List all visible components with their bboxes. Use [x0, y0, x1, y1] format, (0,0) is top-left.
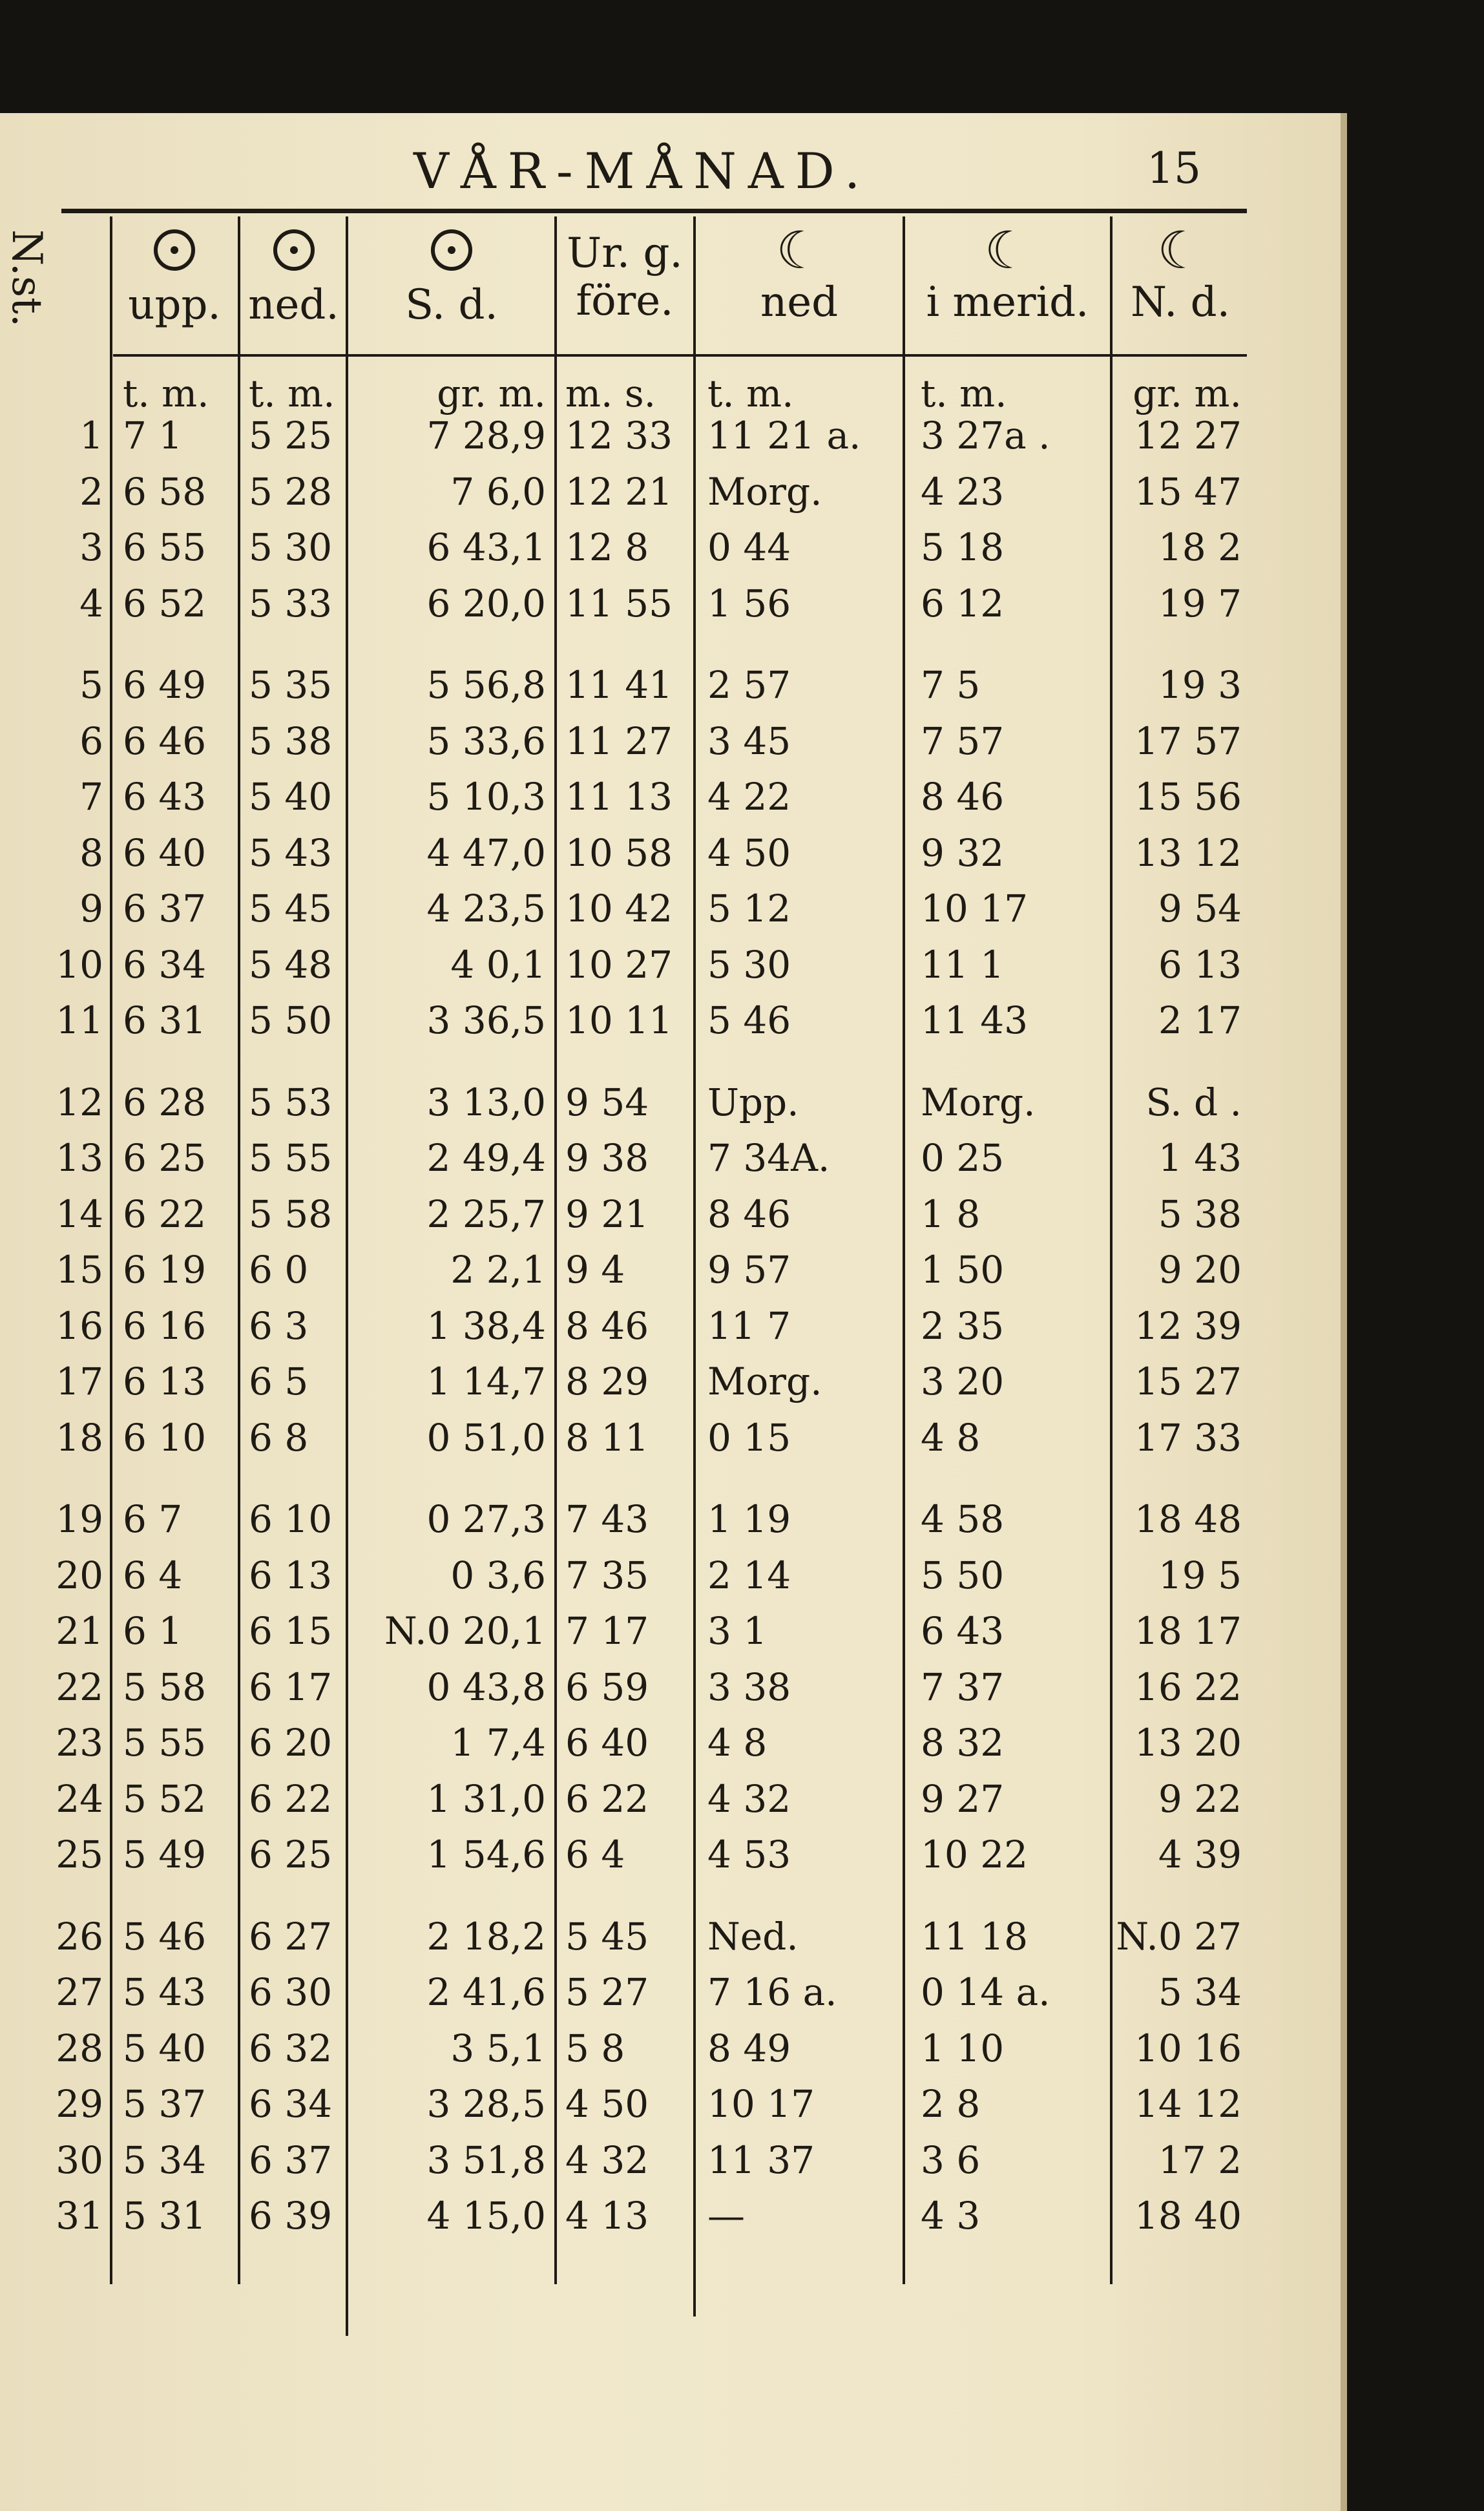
table-cell: 3 13,0 [426, 1080, 546, 1124]
page-title: VÅR-MÅNAD. [413, 142, 872, 200]
column-divider [903, 216, 905, 2284]
moon-icon: ☾ [1157, 220, 1204, 280]
day-number: 23 [56, 1721, 103, 1765]
sun-icon [154, 229, 195, 271]
table-cell: 5 12 [707, 887, 791, 930]
table-cell: 14 12 [1134, 2082, 1242, 2126]
day-number: 17 [56, 1360, 103, 1403]
table-cell: 16 22 [1134, 1665, 1242, 1709]
table-cell: 12 8 [565, 525, 649, 569]
table-cell: 6 13 [1158, 942, 1242, 987]
day-number: 25 [56, 1833, 103, 1876]
table-cell: 3 5,1 [450, 2026, 546, 2070]
table-cell: 1 43 [1158, 1136, 1242, 1180]
unit-label: m. s. [565, 372, 656, 415]
table-cell: Morg. [921, 1080, 1036, 1124]
table-cell: 7 17 [565, 1609, 649, 1653]
table-cell: 1 10 [921, 2026, 1005, 2070]
table-cell: 5 46 [123, 1914, 207, 1959]
table-cell: 0 51,0 [426, 1415, 546, 1460]
table-cell: 3 51,8 [426, 2138, 546, 2182]
table-cell: 10 17 [921, 887, 1029, 930]
table-cell: 6 31 [123, 998, 207, 1042]
table-cell: 5 53 [249, 1080, 333, 1124]
table-cell: 5 27 [565, 1970, 649, 2014]
table-cell: 5 46 [707, 998, 791, 1042]
table-cell: 6 43,1 [426, 525, 546, 569]
table-cell: 12 27 [1134, 414, 1242, 457]
table-cell: 4 50 [565, 2082, 649, 2126]
table-cell: 6 15 [249, 1609, 333, 1653]
day-number: 5 [79, 663, 103, 707]
table-cell: 5 58 [249, 1192, 333, 1236]
table-cell: 6 4 [565, 1833, 625, 1876]
table-cell: 1 14,7 [426, 1360, 546, 1403]
table-cell: 3 27a . [921, 414, 1050, 457]
table-cell: 4 15,0 [426, 2194, 546, 2238]
day-number: 7 [79, 775, 103, 819]
table-cell: 6 22 [565, 1776, 649, 1821]
table-cell: 9 22 [1158, 1776, 1242, 1821]
table-cell: 5 37 [123, 2082, 207, 2126]
table-cell: 4 47,0 [426, 830, 546, 875]
table-cell: 4 8 [707, 1721, 768, 1765]
table-cell: 2 57 [707, 663, 791, 707]
table-cell: 5 50 [921, 1553, 1005, 1597]
day-number: 30 [56, 2138, 103, 2182]
table-cell: 6 16 [123, 1303, 207, 1348]
table-cell: 1 50 [921, 1248, 1005, 1292]
table-cell: 6 34 [123, 942, 207, 987]
table-cell: 17 2 [1158, 2138, 1242, 2182]
day-number: 6 [79, 719, 103, 763]
table-cell: 5 30 [249, 525, 333, 569]
sun-declination-header: S. d. [349, 229, 554, 329]
table-cell: 3 36,5 [426, 998, 546, 1042]
table-cell: 5 25 [249, 414, 333, 457]
table-cell: 0 44 [707, 525, 791, 569]
table-cell: 18 48 [1134, 1497, 1242, 1541]
table-cell: 4 8 [921, 1415, 981, 1460]
table-cell: 5 35 [249, 663, 333, 707]
table-cell: 3 6 [921, 2138, 981, 2182]
table-cell: 6 32 [249, 2026, 333, 2070]
day-number: 11 [56, 998, 103, 1042]
table-cell: 5 52 [123, 1776, 207, 1821]
table-cell: 1 19 [707, 1497, 791, 1541]
column-divider [554, 216, 557, 2284]
table-cell: 19 5 [1158, 1553, 1242, 1597]
table-cell: N.0 27 [1116, 1914, 1242, 1959]
day-number: 2 [79, 469, 103, 514]
table-cell: 3 20 [921, 1360, 1005, 1403]
table-cell: 6 59 [565, 1665, 649, 1709]
moon-icon: ☾ [984, 220, 1031, 280]
table-cell: 5 28 [249, 469, 333, 514]
table-cell: N.0 20,1 [384, 1609, 546, 1653]
table-cell: 6 37 [123, 887, 207, 930]
table-cell: 5 48 [249, 942, 333, 987]
table-cell: 12 21 [565, 469, 673, 514]
table-cell: 2 2,1 [450, 1248, 546, 1292]
table-cell: 4 53 [707, 1833, 791, 1876]
table-cell: 1 31,0 [426, 1776, 546, 1821]
table-cell: 6 17 [249, 1665, 333, 1709]
table-cell: 6 25 [249, 1833, 333, 1876]
table-cell: 9 38 [565, 1136, 649, 1180]
table-cell: 5 43 [249, 830, 333, 875]
table-cell: 5 30 [707, 942, 791, 987]
moon-declination-header: ☾ N. d. [1131, 220, 1230, 326]
day-number: 18 [56, 1415, 103, 1460]
table-cell: 6 20,0 [426, 581, 546, 625]
table-cell: 1 7,4 [450, 1721, 546, 1765]
table-cell: 2 17 [1158, 998, 1242, 1042]
table-cell: 3 28,5 [426, 2082, 546, 2126]
page-edge [1341, 113, 1347, 2511]
table-cell: 19 7 [1158, 581, 1242, 625]
table-cell: 11 43 [921, 998, 1029, 1042]
table-cell: 6 49 [123, 663, 207, 707]
table-cell: 5 45 [249, 887, 333, 930]
table-cell: — [707, 2194, 745, 2238]
day-number: 4 [79, 581, 103, 625]
table-cell: 6 10 [249, 1497, 333, 1541]
column-divider [693, 216, 696, 2317]
table-cell: 8 11 [565, 1415, 649, 1460]
table-cell: 9 20 [1158, 1248, 1242, 1292]
table-cell: 3 45 [707, 719, 791, 763]
table-cell: 6 34 [249, 2082, 333, 2126]
table-cell: 11 18 [921, 1914, 1029, 1959]
table-cell: 9 54 [565, 1080, 649, 1124]
day-number: 22 [56, 1665, 103, 1709]
table-cell: 4 50 [707, 830, 791, 875]
table-cell: 2 35 [921, 1303, 1005, 1348]
table-cell: 6 22 [249, 1776, 333, 1821]
table-cell: 9 54 [1158, 887, 1242, 930]
table-cell: 5 34 [123, 2138, 207, 2182]
table-cell: 5 40 [123, 2026, 207, 2070]
table-cell: 10 17 [707, 2082, 815, 2126]
table-cell: 6 30 [249, 1970, 333, 2014]
table-cell: 8 32 [921, 1721, 1005, 1765]
table-cell: 4 22 [707, 775, 791, 819]
table-cell: 5 38 [1158, 1192, 1242, 1236]
table-cell: 7 57 [921, 719, 1005, 763]
unit-label: gr. m. [1133, 372, 1242, 415]
table-cell: 18 17 [1134, 1609, 1242, 1653]
table-cell: 0 15 [707, 1415, 791, 1460]
table-cell: 4 58 [921, 1497, 1005, 1541]
table-cell: 6 52 [123, 581, 207, 625]
table-cell: 6 13 [123, 1360, 207, 1403]
table-cell: 6 1 [123, 1609, 183, 1653]
table-cell: 18 40 [1134, 2194, 1242, 2238]
table-cell: 11 13 [565, 775, 673, 819]
sun-rise-header: upp. [113, 229, 236, 329]
table-cell: 5 43 [123, 1970, 207, 2014]
table-cell: 6 37 [249, 2138, 333, 2182]
table-cell: 3 38 [707, 1665, 791, 1709]
table-cell: 8 46 [707, 1192, 791, 1236]
day-number: 16 [56, 1303, 103, 1348]
table-cell: 0 3,6 [450, 1553, 546, 1597]
table-cell: 4 23 [921, 469, 1005, 514]
table-cell: 6 55 [123, 525, 207, 569]
table-cell: 6 19 [123, 1248, 207, 1292]
day-number: 27 [56, 1970, 103, 2014]
day-number: 1 [79, 414, 103, 457]
day-number: 29 [56, 2082, 103, 2126]
table-cell: 7 16 a. [707, 1970, 837, 2014]
table-cell: 6 22 [123, 1192, 207, 1236]
table-cell: 0 25 [921, 1136, 1005, 1180]
table-cell: 19 3 [1158, 663, 1242, 707]
table-cell: 6 3 [249, 1303, 309, 1348]
table-cell: 4 32 [707, 1776, 791, 1821]
table-cell: 6 4 [123, 1553, 183, 1597]
table-cell: 10 27 [565, 942, 673, 987]
table-cell: 5 55 [249, 1136, 333, 1180]
table-cell: 4 32 [565, 2138, 649, 2182]
table-cell: 7 6,0 [450, 469, 546, 514]
table-cell: 5 49 [123, 1833, 207, 1876]
table-cell: 6 13 [249, 1553, 333, 1597]
table-cell: 8 29 [565, 1360, 649, 1403]
table-cell: 7 37 [921, 1665, 1005, 1709]
day-number: 3 [79, 525, 103, 569]
moon-meridian-header: ☾ i merid. [926, 220, 1089, 326]
day-number: 31 [56, 2194, 103, 2238]
table-cell: 11 37 [707, 2138, 815, 2182]
table-cell: 6 12 [921, 581, 1005, 625]
day-number: 15 [56, 1248, 103, 1292]
table-cell: 6 8 [249, 1415, 309, 1460]
table-cell: 11 1 [921, 942, 1005, 987]
table-cell: 13 20 [1134, 1721, 1242, 1765]
table-cell: 7 43 [565, 1497, 649, 1541]
table-cell: 5 40 [249, 775, 333, 819]
table-cell: 4 39 [1158, 1833, 1242, 1876]
table-cell: S. d . [1145, 1080, 1242, 1124]
table-cell: 6 40 [565, 1721, 649, 1765]
table-cell: Morg. [707, 1360, 822, 1403]
day-number: 20 [56, 1553, 103, 1597]
table-cell: 11 55 [565, 581, 673, 625]
table-cell: 6 27 [249, 1914, 333, 1959]
table-cell: 17 57 [1134, 719, 1242, 763]
day-column-header: N.st. [3, 229, 50, 328]
table-cell: 10 58 [565, 830, 673, 875]
table-cell: 5 33,6 [426, 719, 546, 763]
table-cell: 12 33 [565, 414, 673, 457]
table-cell: 6 58 [123, 469, 207, 514]
table-cell: 7 28,9 [426, 414, 546, 457]
table-cell: 2 14 [707, 1553, 791, 1597]
day-number: 8 [79, 830, 103, 875]
unit-label: t. m. [707, 372, 794, 415]
table-cell: 5 58 [123, 1665, 207, 1709]
clock-header: Ur. g. före. [567, 229, 683, 325]
day-number: 24 [56, 1776, 103, 1821]
table-cell: 6 25 [123, 1136, 207, 1180]
table-cell: 11 27 [565, 719, 673, 763]
sun-icon [431, 229, 472, 271]
unit-label: t. m. [249, 372, 335, 415]
table-cell: Ned. [707, 1914, 799, 1959]
header-rule [61, 209, 1247, 213]
table-cell: 4 0,1 [450, 942, 546, 987]
table-cell: 4 23,5 [426, 887, 546, 930]
table-cell: 9 21 [565, 1192, 649, 1236]
day-number: 12 [56, 1080, 103, 1124]
table-cell: Morg. [707, 469, 822, 514]
table-cell: 11 41 [565, 663, 673, 707]
day-number: 28 [56, 2026, 103, 2070]
table-cell: 10 42 [565, 887, 673, 930]
table-cell: 5 45 [565, 1914, 649, 1959]
table-cell: 7 35 [565, 1553, 649, 1597]
table-cell: 6 10 [123, 1415, 207, 1460]
day-number: 26 [56, 1914, 103, 1959]
day-number: 9 [79, 887, 103, 930]
table-cell: 0 14 a. [921, 1970, 1050, 2014]
day-number: 21 [56, 1609, 103, 1653]
table-cell: 4 13 [565, 2194, 649, 2238]
table-cell: 1 38,4 [426, 1303, 546, 1348]
unit-label: t. m. [123, 372, 209, 415]
sun-icon [273, 229, 315, 271]
subheader-rule [113, 354, 1247, 357]
moon-icon: ☾ [776, 220, 822, 280]
table-cell: 0 27,3 [426, 1497, 546, 1541]
table-cell: 17 33 [1134, 1415, 1242, 1460]
table-cell: 9 27 [921, 1776, 1005, 1821]
table-cell: 11 7 [707, 1303, 791, 1348]
table-cell: 1 56 [707, 581, 791, 625]
table-cell: 2 25,7 [426, 1192, 546, 1236]
table-cell: 6 40 [123, 830, 207, 875]
table-cell: 5 34 [1158, 1970, 1242, 2014]
table-cell: 6 0 [249, 1248, 309, 1292]
table-cell: 5 56,8 [426, 663, 546, 707]
table-cell: Upp. [707, 1080, 799, 1124]
table-cell: 10 22 [921, 1833, 1029, 1876]
table-cell: 11 21 a. [707, 414, 861, 457]
table-cell: 10 11 [565, 998, 673, 1042]
table-cell: 15 27 [1134, 1360, 1242, 1403]
table-cell: 6 39 [249, 2194, 333, 2238]
day-number: 13 [56, 1136, 103, 1180]
table-cell: 8 46 [921, 775, 1005, 819]
table-cell: 3 1 [707, 1609, 768, 1653]
day-number: 10 [56, 942, 103, 987]
column-divider [346, 216, 348, 2336]
table-cell: 6 46 [123, 719, 207, 763]
table-cell: 2 49,4 [426, 1136, 546, 1180]
table-cell: 8 49 [707, 2026, 791, 2070]
table-cell: 9 32 [921, 830, 1005, 875]
table-cell: 5 50 [249, 998, 333, 1042]
table-cell: 5 38 [249, 719, 333, 763]
table-cell: 12 39 [1134, 1303, 1242, 1348]
table-cell: 7 34A. [707, 1136, 830, 1180]
table-cell: 10 16 [1134, 2026, 1242, 2070]
table-cell: 5 8 [565, 2026, 625, 2070]
table-cell: 7 1 [123, 414, 183, 457]
table-cell: 15 56 [1134, 775, 1242, 819]
table-cell: 2 41,6 [426, 1970, 546, 2014]
table-cell: 18 2 [1158, 525, 1242, 569]
table-cell: 2 8 [921, 2082, 981, 2126]
day-number: 14 [56, 1192, 103, 1236]
table-cell: 13 12 [1134, 830, 1242, 875]
column-divider [238, 216, 240, 2284]
table-cell: 5 18 [921, 525, 1005, 569]
table-cell: 5 33 [249, 581, 333, 625]
table-cell: 6 43 [123, 775, 207, 819]
table-cell: 5 10,3 [426, 775, 546, 819]
table-cell: 6 28 [123, 1080, 207, 1124]
sun-set-header: ned. [240, 229, 347, 329]
table-cell: 2 18,2 [426, 1914, 546, 1959]
table-cell: 7 5 [921, 663, 981, 707]
moon-set-header: ☾ ned [760, 220, 839, 326]
unit-label: t. m. [921, 372, 1007, 415]
table-cell: 5 31 [123, 2194, 207, 2238]
table-cell: 5 55 [123, 1721, 207, 1765]
table-cell: 15 47 [1134, 469, 1242, 514]
table-cell: 6 43 [921, 1609, 1005, 1653]
table-cell: 6 7 [123, 1497, 183, 1541]
table-cell: 4 3 [921, 2194, 981, 2238]
unit-label: gr. m. [437, 372, 546, 415]
column-divider [110, 216, 112, 2284]
table-cell: 1 54,6 [426, 1833, 546, 1876]
table-cell: 9 57 [707, 1248, 791, 1292]
table-cell: 0 43,8 [426, 1665, 546, 1709]
table-cell: 6 20 [249, 1721, 333, 1765]
table-cell: 8 46 [565, 1303, 649, 1348]
day-number: 19 [56, 1497, 103, 1541]
page-number: 15 [1147, 143, 1201, 193]
table-cell: 9 4 [565, 1248, 625, 1292]
table-cell: 1 8 [921, 1192, 981, 1236]
table-cell: 6 5 [249, 1360, 309, 1403]
